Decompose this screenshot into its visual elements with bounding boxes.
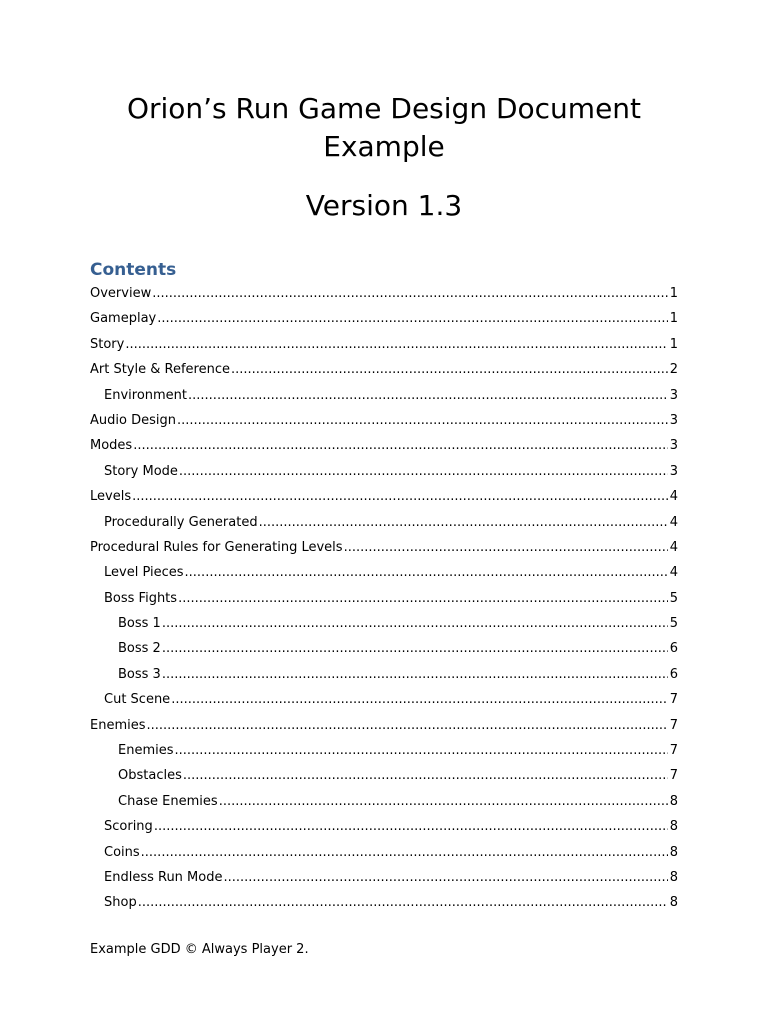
toc-entry-page-number: 7 xyxy=(669,717,678,733)
toc-entry[interactable] xyxy=(90,538,678,563)
toc-entry[interactable] xyxy=(90,284,678,309)
toc-entry-label: Overview xyxy=(90,286,152,301)
toc-entry-page-number: 8 xyxy=(669,844,678,860)
toc-entry-label: Coins xyxy=(104,844,140,860)
toc-dot-leader xyxy=(183,766,668,786)
document-version: Version 1.3 xyxy=(305,189,463,222)
toc-entry[interactable] xyxy=(90,589,678,614)
toc-dot-leader xyxy=(185,563,668,583)
toc-entry-page-number: 4 xyxy=(669,565,678,581)
toc-entry[interactable] xyxy=(90,386,678,411)
toc-entry-label: Procedural Rules for Generating Levels xyxy=(90,539,343,555)
toc-entry[interactable] xyxy=(90,665,678,690)
toc-entry-page-number: 3 xyxy=(669,412,678,428)
toc-entry[interactable] xyxy=(90,411,678,436)
toc-entry-page-number: 8 xyxy=(669,869,678,885)
toc-entry-label: Level Pieces xyxy=(104,565,184,581)
toc-entry-label: Procedurally Generated xyxy=(104,514,258,530)
toc-entry-page-number: 1 xyxy=(669,311,678,327)
toc-entry-page-number: 1 xyxy=(669,286,678,301)
toc-entry-label: Cut Scene xyxy=(104,692,171,708)
toc-entry[interactable] xyxy=(90,487,678,512)
toc-entry-label: Endless Run Mode xyxy=(104,869,223,885)
toc-entry[interactable] xyxy=(90,843,678,868)
toc-entry-label: Audio Design xyxy=(90,412,176,428)
toc-entry[interactable] xyxy=(90,690,678,715)
toc-dot-leader xyxy=(162,614,668,634)
toc-entry-page-number: 7 xyxy=(669,743,678,759)
toc-dot-leader xyxy=(133,436,668,456)
toc-entry-label: Art Style & Reference xyxy=(90,362,230,378)
toc-entry-page-number: 8 xyxy=(669,793,678,809)
toc-entry-page-number: 3 xyxy=(669,438,678,454)
toc-entry-page-number: 3 xyxy=(669,463,678,479)
toc-entry[interactable] xyxy=(90,462,678,487)
toc-dot-leader xyxy=(179,462,668,482)
document-title: Orion’s Run Game Design Document Example xyxy=(126,92,642,163)
contents-heading: Contents xyxy=(90,260,177,280)
toc-entry[interactable] xyxy=(90,639,678,664)
toc-entry[interactable] xyxy=(90,436,678,461)
toc-entry-label: Gameplay xyxy=(90,311,157,327)
toc-dot-leader xyxy=(231,360,668,380)
toc-entry-label: Story Mode xyxy=(104,463,178,479)
toc-dot-leader xyxy=(162,639,668,659)
toc-entry-label: Story xyxy=(90,336,125,352)
toc-entry[interactable] xyxy=(90,563,678,588)
toc-entry-label: Boss 2 xyxy=(118,641,161,657)
toc-entry-page-number: 1 xyxy=(669,336,678,352)
toc-dot-leader xyxy=(132,487,668,507)
toc-entry-label: Shop xyxy=(104,895,137,911)
toc-entry[interactable] xyxy=(90,513,678,538)
toc-entry-page-number: 7 xyxy=(669,692,678,708)
toc-entry-page-number: 8 xyxy=(669,819,678,835)
toc-dot-leader xyxy=(138,893,668,913)
toc-dot-leader xyxy=(157,309,667,329)
toc-dot-leader xyxy=(177,411,668,431)
toc-entry-page-number: 6 xyxy=(669,641,678,657)
toc-entry[interactable] xyxy=(90,868,678,893)
toc-dot-leader xyxy=(147,716,668,736)
toc-entry[interactable] xyxy=(90,817,678,842)
toc-entry[interactable] xyxy=(90,614,678,639)
toc-entry-label: Enemies xyxy=(90,717,146,733)
toc-entry-page-number: 4 xyxy=(669,489,678,505)
toc-entry-label: Scoring xyxy=(104,819,153,835)
toc-entry-page-number: 7 xyxy=(669,768,678,784)
toc-entry-label: Boss 3 xyxy=(118,666,161,682)
toc-entry-page-number: 3 xyxy=(669,387,678,403)
toc-dot-leader xyxy=(223,868,667,888)
toc-entry-page-number: 5 xyxy=(669,616,678,632)
toc-entry-page-number: 6 xyxy=(669,666,678,682)
table-of-contents xyxy=(90,284,678,919)
footer-copyright: Example GDD © Always Player 2. xyxy=(90,942,309,957)
toc-entry[interactable] xyxy=(90,741,678,766)
toc-dot-leader xyxy=(178,589,668,609)
toc-entry[interactable] xyxy=(90,335,678,360)
toc-dot-leader xyxy=(152,284,668,304)
toc-entry-label: Chase Enemies xyxy=(118,793,218,809)
toc-entry-page-number: 4 xyxy=(669,539,678,555)
toc-entry-page-number: 5 xyxy=(669,590,678,606)
toc-entry-label: Modes xyxy=(90,438,133,454)
toc-entry-page-number: 4 xyxy=(669,514,678,530)
toc-entry[interactable] xyxy=(90,360,678,385)
toc-entry[interactable] xyxy=(90,766,678,791)
toc-dot-leader xyxy=(219,792,668,812)
toc-entry-label: Boss Fights xyxy=(104,590,178,606)
toc-entry[interactable] xyxy=(90,309,678,334)
toc-entry-page-number: 2 xyxy=(669,362,678,378)
toc-entry-label: Levels xyxy=(90,489,132,505)
toc-dot-leader xyxy=(188,386,668,406)
toc-dot-leader xyxy=(344,538,668,558)
toc-entry-label: Obstacles xyxy=(118,768,182,784)
toc-entry[interactable] xyxy=(90,893,678,918)
toc-dot-leader xyxy=(141,843,668,863)
toc-entry-page-number: 8 xyxy=(669,895,678,911)
toc-entry[interactable] xyxy=(90,716,678,741)
toc-dot-leader xyxy=(154,817,668,837)
toc-entry-label: Enemies xyxy=(118,743,174,759)
toc-entry-label: Environment xyxy=(104,387,188,403)
toc-entry[interactable] xyxy=(90,792,678,817)
toc-dot-leader xyxy=(175,741,668,761)
toc-dot-leader xyxy=(125,335,667,355)
toc-dot-leader xyxy=(171,690,668,710)
toc-entry-label: Boss 1 xyxy=(118,616,161,632)
toc-dot-leader xyxy=(162,665,668,685)
toc-dot-leader xyxy=(259,513,668,533)
